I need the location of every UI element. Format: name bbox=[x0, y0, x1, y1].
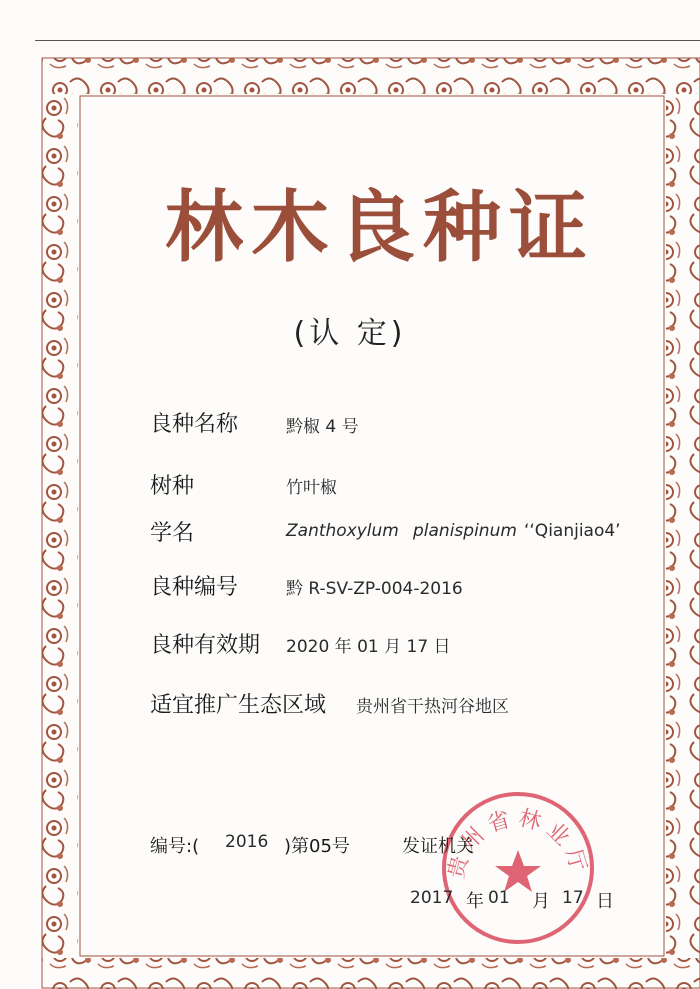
field-label-scientific-name: 学名 bbox=[150, 521, 195, 546]
field-value-cultivar: ‘‘Qianjiao4’ bbox=[524, 521, 621, 541]
field-value-genus: Zanthoxylum bbox=[286, 521, 399, 541]
certificate-subtitle: (认 定) bbox=[293, 316, 407, 351]
issue-date-day-unit: 日 bbox=[596, 891, 614, 912]
official-seal bbox=[438, 788, 598, 948]
certificate-number-label: 编号:( bbox=[150, 836, 200, 857]
field-label-suitable-region: 适宜推广生态区域 bbox=[150, 693, 327, 718]
certificate-number-suffix: )第05号 bbox=[284, 836, 350, 857]
svg-text:贵州省林业厅: 贵州省林业厅 bbox=[443, 805, 593, 882]
field-label-validity: 良种有效期 bbox=[150, 633, 261, 658]
certificate-number-year: 2016 bbox=[225, 832, 269, 852]
field-value-variety-number: 黔 R-SV-ZP-004-2016 bbox=[286, 579, 463, 599]
field-label-variety-name: 良种名称 bbox=[150, 412, 239, 437]
field-value-validity: 2020 年 01 月 17 日 bbox=[286, 637, 451, 657]
star-icon bbox=[495, 850, 541, 892]
issue-date-year-unit: 年 bbox=[466, 891, 484, 912]
field-value-suitable-region: 贵州省干热河谷地区 bbox=[356, 697, 509, 717]
field-label-variety-number: 良种编号 bbox=[150, 575, 239, 600]
certificate-title: 林木良种证 bbox=[164, 182, 595, 273]
field-value-variety-name: 黔椒 4 号 bbox=[286, 417, 359, 437]
issue-date-month-unit: 月 bbox=[532, 891, 550, 912]
issue-date-day: 17 bbox=[562, 888, 584, 908]
field-label-tree-species: 树种 bbox=[150, 474, 195, 499]
issue-date-month: 01 bbox=[488, 888, 510, 908]
issue-date-year: 2017 bbox=[410, 888, 454, 908]
issuing-authority-label: 发证机关 bbox=[402, 836, 474, 857]
field-value-species: planispinum bbox=[413, 521, 517, 541]
field-value-tree-species: 竹叶椒 bbox=[286, 478, 337, 498]
